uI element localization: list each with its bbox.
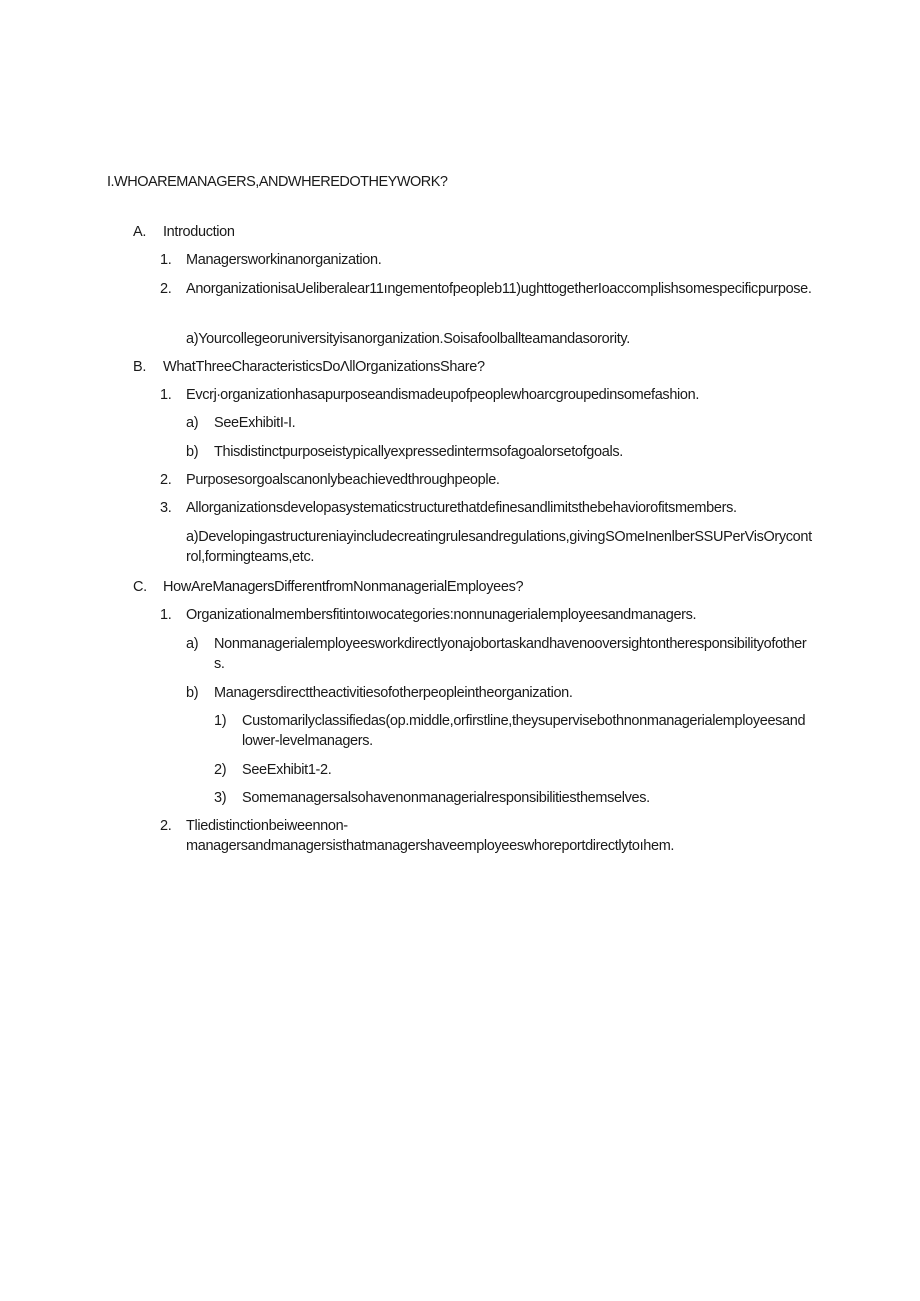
list-item-c1b [186, 683, 573, 703]
list-item-text: SeeExhibitI-I. [214, 415, 296, 431]
list-item-b1 [160, 385, 820, 405]
list-item-marker: 2) [214, 762, 227, 778]
list-item-marker: 1. [160, 252, 172, 268]
section-a-heading [133, 222, 235, 242]
section-b-title: WhatThreeCharacteristicsDoΛllOrganizationsShare? [163, 359, 485, 375]
list-item-marker: b) [186, 444, 199, 460]
list-item-b1a [186, 413, 295, 433]
section-b-marker: B. [133, 359, 146, 375]
list-item-marker: 2. [160, 472, 172, 488]
list-item-marker: a) [186, 636, 199, 652]
section-c-heading [133, 577, 523, 597]
list-item-text: AnorganizationisaUeliberalear11ıngementofpeopleb11)ughttogetherIoaccomplishsomespecificpurpose. [186, 281, 812, 297]
list-item-c1b1 [214, 711, 808, 751]
section-c-title: HowAreManagersDifferentfromNonmanagerialEmployees? [163, 579, 524, 595]
list-item-marker: 1) [214, 713, 227, 729]
list-item-text: Evcrj∙organizationhasapurposeandismadeupofpeoplewhoarcgroupedinsomefashion. [186, 387, 700, 403]
list-item-text: Managersworkinanorganization. [186, 252, 382, 268]
section-a-marker: A. [133, 224, 146, 240]
list-item-text: Purposesorgoalscanonlybeachievedthroughpeople. [186, 472, 500, 488]
list-item-text: SeeExhibit1-2. [242, 762, 332, 778]
section-c-marker: C. [133, 579, 147, 595]
list-item-text: Allorganizationsdevelopasystematicstructurethatdefinesandlimitsthebehaviorofitsmembers. [186, 500, 737, 516]
list-item-text: Nonmanagerialemployeesworkdirectlyonajobortaskandhavenooversightontheresponsibilityofothers. [214, 636, 807, 672]
list-item-c1a [186, 634, 816, 674]
section-b-heading [133, 357, 485, 377]
list-item-text: Somemanagersalsohavenonmanagerialresponsibilitiesthemselves. [242, 790, 650, 806]
list-item-text: Customarilyclassifiedas(op.middle,orfirstline,theysupervisebothnonmanagerialemployeesandlower-levelmanagers. [242, 713, 806, 749]
list-item-c2 [160, 816, 760, 856]
list-item-marker: b) [186, 685, 199, 701]
list-item-marker: 1. [160, 387, 172, 403]
list-item-text: a)Developingastructureniayincludecreatingrulesandregulations,givingSOmeInenlberSSUPerVisOrycontrol,formingteams,etc. [186, 529, 812, 565]
list-item-marker: 1. [160, 607, 172, 623]
list-item-marker: a) [186, 415, 199, 431]
list-item-b2 [160, 470, 500, 490]
list-item-c1 [160, 605, 820, 625]
list-item-marker: 2. [160, 281, 172, 297]
list-item-b1b [186, 442, 623, 462]
list-item-c1b2 [214, 760, 331, 780]
list-item-a2 [160, 279, 816, 299]
list-item-a1 [160, 250, 820, 270]
list-item-text: Thisdistinctpurposeistypicallyexpressedintermsofagoalorsetofgoals. [214, 444, 623, 460]
list-item-b3 [160, 498, 737, 518]
list-item-marker: 3. [160, 500, 172, 516]
document-title: I.WHOAREMANAGERS,ANDWHEREDOTHEYWORK? [107, 174, 448, 190]
list-item-text: Tliedistinctionbeiweennon-managersandmanagersisthatmanagershaveemployeeswhoreportdirectlytoıhem. [186, 818, 675, 854]
list-item-a2a: a)Yourcollegeoruniversityisanorganization.Soisafoolballteamandasorority. [186, 331, 630, 347]
list-item-c1b3 [214, 788, 650, 808]
list-item-text: Organizationalmembersfitintoıwocategories:nonnunagerialemployeesandmanagers. [186, 607, 697, 623]
list-item-marker: 2. [160, 818, 172, 834]
list-item-marker: 3) [214, 790, 227, 806]
section-a-title: Introduction [163, 224, 235, 240]
list-item-text: Managersdirecttheactivitiesofotherpeopleintheorganization. [214, 685, 573, 701]
list-item-b3a [186, 527, 814, 567]
